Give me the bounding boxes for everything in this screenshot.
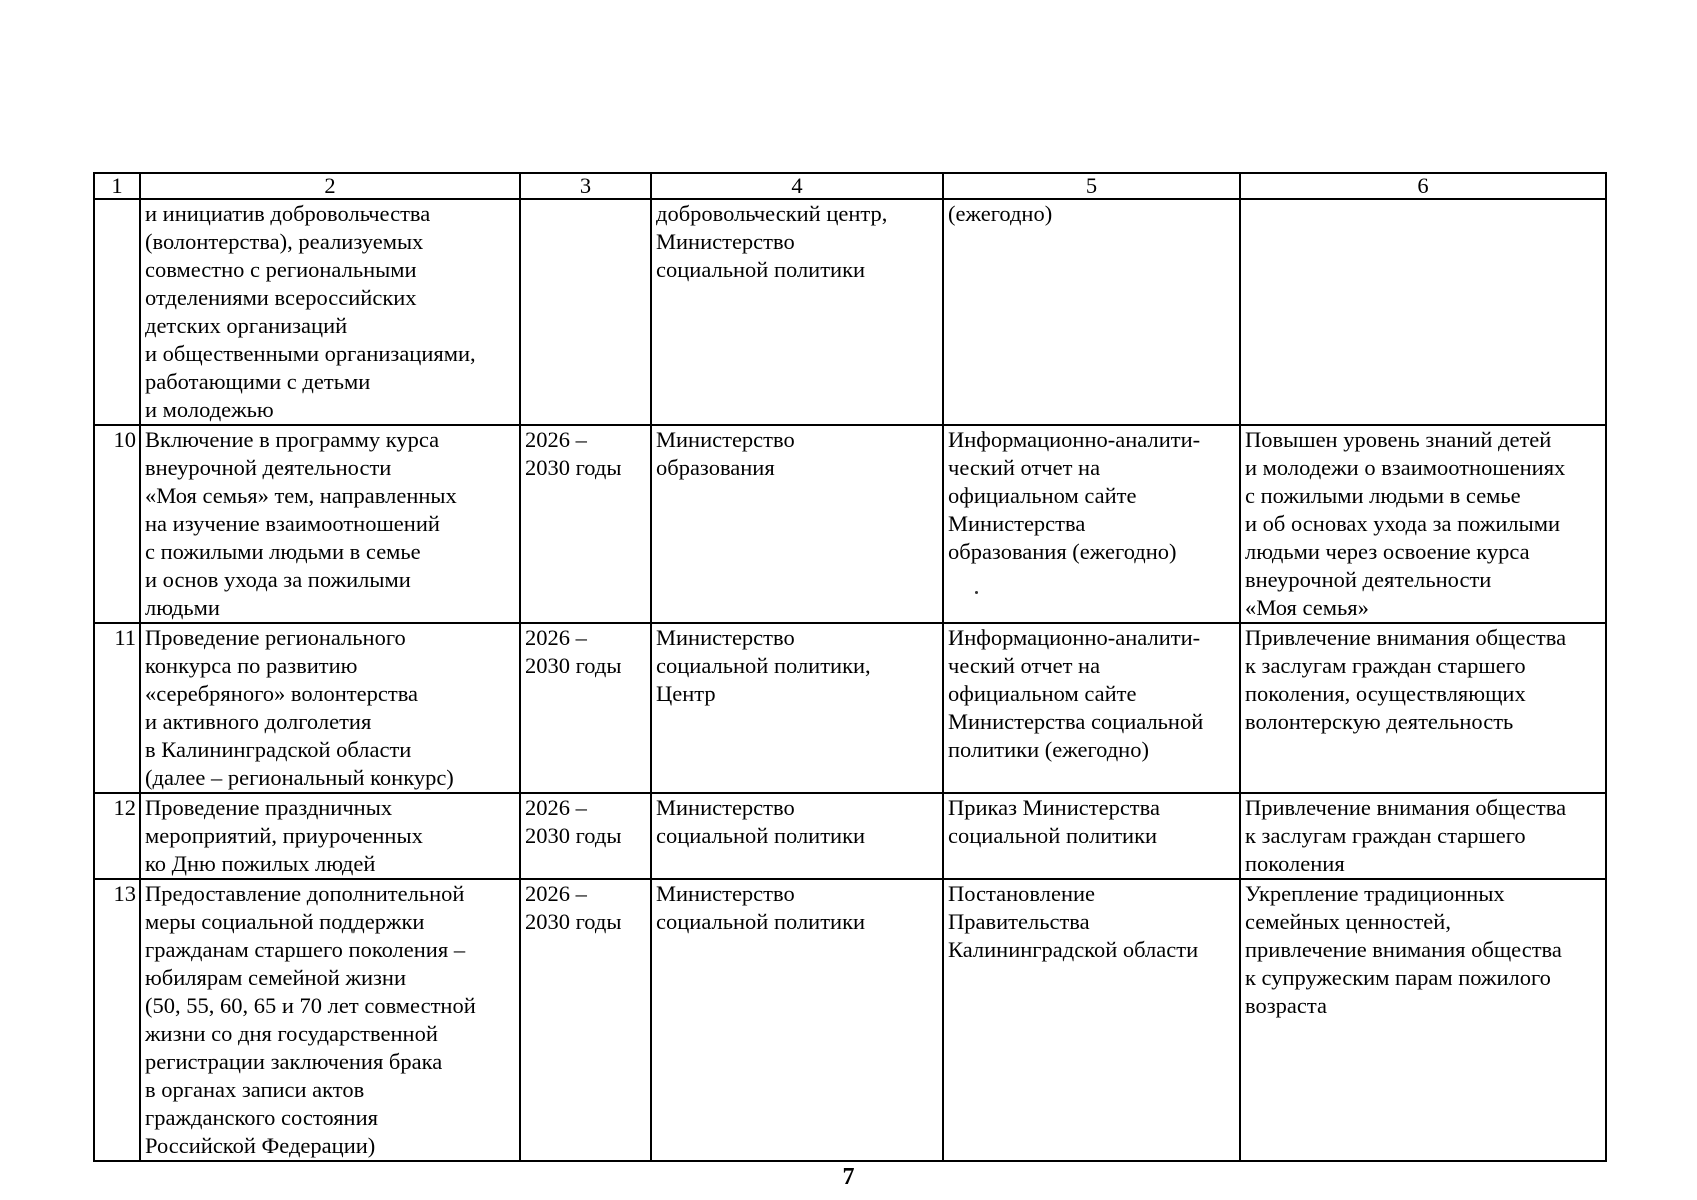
column-header: 5: [943, 173, 1240, 199]
result-cell: Привлечение внимания общества к заслугам граждан старшего поколения: [1240, 793, 1606, 879]
document-table: [93, 172, 1607, 1162]
period-cell: 2026 – 2030 годы: [520, 793, 651, 879]
responsible-cell: Министерство социальной политики: [651, 879, 943, 1161]
column-header: 4: [651, 173, 943, 199]
form-cell: Постановление Правительства Калининградской области: [943, 879, 1240, 1161]
responsible-cell: Министерство образования: [651, 425, 943, 623]
event-cell: и инициатив добровольчества (волонтерства), реализуемых совместно с региональными отделениями всероссийских детских организаций и общественными организациями, работающими с детьми и молодежью: [140, 199, 520, 425]
form-cell: Информационно-аналити- ческий отчет на официальном сайте Министерства образования (ежегодно): [943, 425, 1240, 623]
period-cell: 2026 – 2030 годы: [520, 623, 651, 793]
event-cell: Включение в программу курса внеурочной деятельности «Моя семья» тем, направленных на изучение взаимоотношений с пожилыми людьми в семье и основ ухода за пожилыми людьми: [140, 425, 520, 623]
table-row: [94, 879, 1606, 1161]
result-cell: Привлечение внимания общества к заслугам граждан старшего поколения, осуществляющих волонтерскую деятельность: [1240, 623, 1606, 793]
row-number-cell: 12: [94, 793, 140, 879]
table-row: [94, 793, 1606, 879]
result-cell: Укрепление традиционных семейных ценностей, привлечение внимания общества к супружеским парам пожилого возраста: [1240, 879, 1606, 1161]
scan-speck: [975, 591, 978, 594]
form-cell: Информационно-аналити- ческий отчет на официальном сайте Министерства социальной политики (ежегодно): [943, 623, 1240, 793]
form-cell: Приказ Министерства социальной политики: [943, 793, 1240, 879]
page-number: 7: [842, 1164, 855, 1190]
event-cell: Проведение регионального конкурса по развитию «серебряного» волонтерства и активного долголетия в Калининградской области (далее – региональный конкурс): [140, 623, 520, 793]
table-row: [94, 425, 1606, 623]
column-header: 2: [140, 173, 520, 199]
responsible-cell: Министерство социальной политики: [651, 793, 943, 879]
row-number-cell: 10: [94, 425, 140, 623]
row-number-cell: 13: [94, 879, 140, 1161]
table-row: [94, 623, 1606, 793]
period-cell: [520, 199, 651, 425]
event-cell: Проведение праздничных мероприятий, приуроченных ко Дню пожилых людей: [140, 793, 520, 879]
column-header: 6: [1240, 173, 1606, 199]
row-number-cell: 11: [94, 623, 140, 793]
result-cell: Повышен уровень знаний детей и молодежи о взаимоотношениях с пожилыми людьми в семье и об основах ухода за пожилыми людьми через освоение курса внеурочной деятельности «Моя семья»: [1240, 425, 1606, 623]
table-header-row: [94, 173, 1606, 199]
period-cell: 2026 – 2030 годы: [520, 879, 651, 1161]
table-row: [94, 199, 1606, 425]
event-cell: Предоставление дополнительной меры социальной поддержки гражданам старшего поколения – юбилярам семейной жизни (50, 55, 60, 65 и 70 лет совместной жизни со дня государственной регистрации заключения брака в органах записи актов гражданского состояния Российской Федерации): [140, 879, 520, 1161]
period-cell: 2026 – 2030 годы: [520, 425, 651, 623]
column-header: 1: [94, 173, 140, 199]
row-number-cell: [94, 199, 140, 425]
responsible-cell: Министерство социальной политики, Центр: [651, 623, 943, 793]
result-cell: [1240, 199, 1606, 425]
form-cell: (ежегодно): [943, 199, 1240, 425]
column-header: 3: [520, 173, 651, 199]
responsible-cell: добровольческий центр, Министерство социальной политики: [651, 199, 943, 425]
